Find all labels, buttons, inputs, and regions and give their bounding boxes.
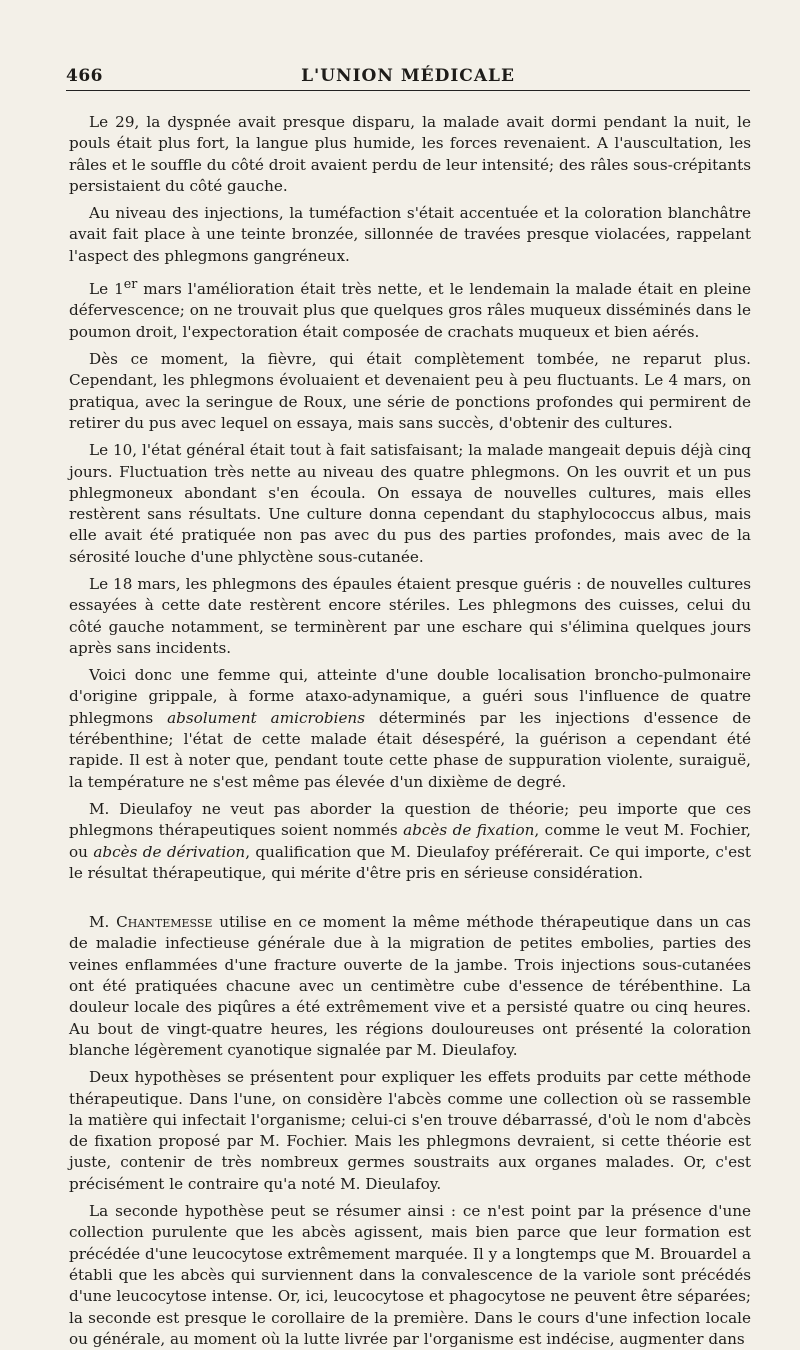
paragraph-text: mars l'amélioration était très nette, et le lendemain la malade était en pleine défervescence; on ne trouvait plus que quelques gros râles muqueux disséminés dans le poumon droit, l'expectoration était composée de crachats muqueux et bien aérés. [69,280,751,341]
paragraph: Le 18 mars, les phlegmons des épaules étaient presque guéris : de nouvelles cultures essayées à cette date restèrent encore stériles. Les phlegmons des cuisses, celui du côté gauche notamment, se terminèrent par une eschare qui s'élimina quelques jours après sans incidents. [69,575,751,657]
paragraph-text: , comme le veut M. Fochier, ou [69,821,751,861]
paragraph: La seconde hypothèse peut se résumer ainsi : ce n'est point par la présence d'une collection purulente que les abcès agissent, mais bien parce que leur formation est précédée d'une leucocytose extrêmement marquée. Il y a longtemps que M. Brouardel a établi que les abcès qui surviennent dans la convalescence de la variole sont précédés d'une leucocytose intense. Or, ici, leucocytose et phagocytose ne peuvent être séparées; la seconde est presque le corollaire de la première. Dans le cours d'une infection locale ou générale, au moment où la lutte livrée par l'organisme est indécise, augmenter dans [69,1202,751,1348]
page-number: 466 [66,66,103,86]
emphasis: abcès de dérivation [93,842,246,861]
paragraph [69,665,751,793]
paragraph-text: M. Dieulafoy ne veut pas aborder la question de théorie; peu importe que ces phlegmons thérapeutiques soient nommés [69,799,751,840]
paragraph: Deux hypothèses se présentent pour expliquer les effets produits par cette méthode thérapeutique. Dans l'une, on considère l'abcès comme une collection où se rassemble la matière qui infectait l'organisme; celui-ci s'en trouve débarrassé, d'où le nom d'abcès de fixation proposé par M. Fochier. Mais les phlegmons devraient, si cette théorie est juste, contenir de très nombreux germes soustraits aux organes malades. Or, c'est précisément le contraire qu'a noté M. Dieulafoy. [69,1068,751,1193]
paragraph-text: Voici donc une femme qui, atteinte d'une double localisation broncho-pulmonaire d'origine grippale, à forme ataxo-adynamique, a guéri sous l'influence de quatre phlegmons [69,666,751,727]
paragraph: Le 29, la dyspnée avait presque disparu, la malade avait dormi pendant la nuit, le pouls était plus fort, la langue plus humide, les forces revenaient. A l'auscultation, les râles et le souffle du côté droit avaient perdu de leur intensité; des râles sous-crépitants persistaient du côté gauche. [69,113,751,195]
ordinal-superscript: er [123,276,138,292]
article-body [69,112,751,1350]
emphasis: absolument amicrobiens [167,708,366,727]
paragraph-text: Le 1 [89,280,124,299]
paragraph-text: , qualification que M. Dieulafoy préférerait. Ce qui importe, c'est le résultat thérapeutique, qui mérite d'être pris en sérieuse considération. [69,842,751,882]
paragraph-text: utilise en ce moment la même méthode thérapeutique dans un cas de maladie infectieuse générale due à la migration de petites embolies, parties des veines enflammées d'une fracture ouverte de la jambe. Trois injections sous-cutanées ont été pratiquées chacune avec un centimètre cube d'essence de térébenthine. La douleur locale des piqûres a été extrêmement vive et a persisté quatre ou cinq heures. Au bout de vingt-quatre heures, les régions douloureuses ont présenté la coloration blanche légèrement cyanotique signalée par M. Dieulafoy. [69,913,751,1059]
paragraph: Dès ce moment, la fièvre, qui était complètement tombée, ne reparut plus. Cependant, les phlegmons évoluaient et devenaient peu à peu fluctuants. Le 4 mars, on pratiqua, avec la seringue de Roux, une série de ponctions profondes qui permirent de retirer du pus avec lequel on essaya, mais sans succès, d'obtenir des cultures. [69,350,751,432]
paragraph-text: M. [89,913,117,932]
paragraph [69,912,751,1061]
paragraph: Au niveau des injections, la tuméfaction s'était accentuée et la coloration blanchâtre avait fait place à une teinte bronzée, sillonnée de travées presque violacées, rappelant l'aspect des phlegmons gangréneux. [69,204,751,265]
author-name: Chantemesse [116,913,213,932]
paragraph [69,799,751,884]
page-header [66,62,750,91]
paragraph-text: déterminés par les injections d'essence de térébenthine; l'état de cette malade était désespéré, la guérison a cependant été rapide. Il est à noter que, pendant toute cette phase de suppuration violente, suraiguë, la température ne s'est même pas élevée d'un dixième de degré. [69,708,751,791]
paragraph [69,273,751,343]
emphasis: abcès de fixation [403,821,535,840]
running-head: L'UNION MÉDICALE [301,66,515,86]
paragraph: Le 10, l'état général était tout à fait satisfaisant; la malade mangeait depuis déjà cinq jours. Fluctuation très nette au niveau des quatre phlegmons. On les ouvrit et un pus phlegmoneux abondant s'en écoula. On essaya de nouvelles cultures, mais elles restèrent sans résultats. Une culture donna cependant du staphylococcus albus, mais elle avait été pratiquée non pas avec du pus des parties profondes, mais avec de la sérosité louche d'une phlyctène sous-cutanée. [69,441,751,566]
